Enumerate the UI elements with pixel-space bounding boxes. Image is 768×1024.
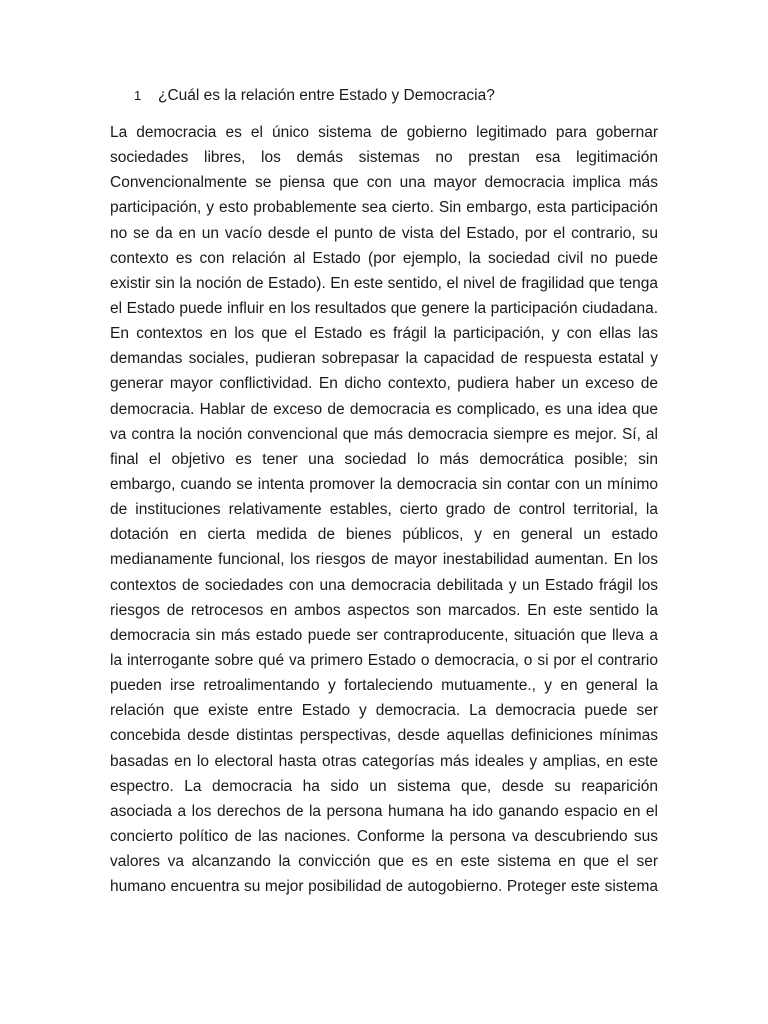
body-paragraph bbox=[110, 120, 658, 899]
question-text: ¿Cuál es la relación entre Estado y Democracia? bbox=[158, 87, 495, 104]
paragraph-line: participación, y esto probablemente sea cierto. Sin embargo, esta participación bbox=[110, 199, 658, 217]
paragraph-line: va contra la noción convencional que más democracia siempre es mejor. Sí, al bbox=[110, 425, 658, 443]
paragraph-line: final el objetivo es tener una sociedad lo más democrática posible; sin bbox=[110, 450, 658, 468]
paragraph-line: demandas sociales, pudieran sobrepasar la capacidad de respuesta estatal y bbox=[110, 350, 658, 368]
paragraph-line: asociada a los derechos de la persona humana ha ido ganando espacio en el bbox=[110, 802, 658, 820]
paragraph-line: En contextos en los que el Estado es frágil la participación, y con ellas las bbox=[110, 325, 658, 343]
paragraph-line: valores va alcanzando la convicción que es en este sistema en que el ser bbox=[110, 853, 658, 871]
paragraph-line: dotación en cierta medida de bienes públicos, y en general un estado bbox=[110, 526, 658, 544]
paragraph-line: de instituciones relativamente estables, cierto grado de control territorial, la bbox=[110, 501, 658, 519]
question-number: 1 bbox=[134, 88, 142, 103]
paragraph-line: basadas en lo electoral hasta otras categorías más ideales y amplias, en este bbox=[110, 752, 658, 770]
paragraph-line: sociedades libres, los demás sistemas no prestan esa legitimación bbox=[110, 149, 658, 167]
paragraph-line: la interrogante sobre qué va primero Estado o democracia, o si por el contrario bbox=[110, 651, 658, 669]
paragraph-line: humano encuentra su mejor posibilidad de autogobierno. Proteger este sistema bbox=[110, 878, 658, 896]
paragraph-line: La democracia es el único sistema de gobierno legitimado para gobernar bbox=[110, 124, 658, 141]
paragraph-line: concierto político de las naciones. Conforme la persona va descubriendo sus bbox=[110, 827, 658, 845]
paragraph-line: contexto es con relación al Estado (por ejemplo, la sociedad civil no puede bbox=[110, 249, 658, 267]
paragraph-line: no se da en un vacío desde el punto de vista del Estado, por el contrario, su bbox=[110, 224, 658, 242]
paragraph-line: relación que existe entre Estado y democracia. La democracia puede ser bbox=[110, 702, 658, 720]
paragraph-line: democracia sin más estado puede ser contraproducente, situación que lleva a bbox=[110, 626, 658, 644]
paragraph-line: democracia. Hablar de exceso de democracia es complicado, es una idea que bbox=[110, 400, 658, 418]
paragraph-line: embargo, cuando se intenta promover la democracia sin contar con un mínimo bbox=[110, 475, 658, 493]
paragraph-line: riesgos de retrocesos en ambos aspectos son marcados. En este sentido la bbox=[110, 601, 658, 619]
paragraph-line: generar mayor conflictividad. En dicho contexto, pudiera haber un exceso de bbox=[110, 375, 658, 393]
paragraph-line: medianamente funcional, los riesgos de mayor inestabilidad aumentan. En los bbox=[110, 551, 658, 569]
paragraph-line: contextos de sociedades con una democracia debilitada y un Estado frágil los bbox=[110, 576, 658, 594]
paragraph-line: existir sin la noción de Estado). En este sentido, el nivel de fragilidad que tenga bbox=[110, 274, 658, 292]
question-heading bbox=[134, 86, 495, 106]
paragraph-line: Convencionalmente se piensa que con una mayor democracia implica más bbox=[110, 174, 658, 192]
paragraph-line: el Estado puede influir en los resultados que genere la participación ciudadana. bbox=[110, 299, 658, 317]
paragraph-line: concebida desde distintas perspectivas, desde aquellas definiciones mínimas bbox=[110, 727, 658, 745]
paragraph-line: pueden irse retroalimentando y fortaleciendo mutuamente., y en general la bbox=[110, 677, 658, 695]
paragraph-line: espectro. La democracia ha sido un sistema que, desde su reaparición bbox=[110, 777, 658, 795]
